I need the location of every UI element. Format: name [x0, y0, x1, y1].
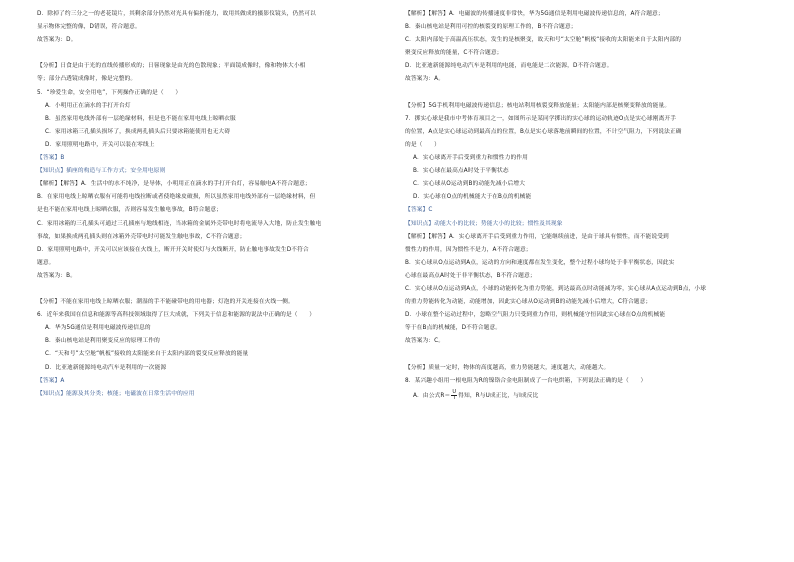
option-b: B．虽然家用电线外部有一层绝缘材料，但是也不能在家用电线上晾晒衣服	[45, 115, 236, 122]
explanation-line: 事故，如果换成两孔插头则在冰箱外壳带电时可能发生触电事故，C不符合题意；	[37, 233, 246, 240]
explanation-line: C．家用冰箱的三孔插头可通过三孔插座与地线相连，当冰箱的金属外壳带电时将电流导入大地，防止发生触电	[37, 220, 322, 227]
analysis-line: 【分析】日食是由于光的直线传播形成的；日晷现象是由光的色散现象；平面镜成像时，像和物体大小相	[37, 63, 306, 70]
answer-tag: 【答案】C	[405, 207, 433, 214]
fraction-denominator: I	[453, 394, 456, 401]
option-a-prefix: A．由公式R＝	[413, 392, 451, 399]
explanation-line: 【解析】【解答】A．实心球离开手后受到重力作用，它能继续前进，是由于球具有惯性，而不能说受到	[405, 233, 669, 240]
question-7: 的是（ ）	[405, 141, 441, 148]
knowledge-tag: 【知识点】插座的构造与工作方式；安全用电原则	[37, 168, 166, 175]
explanation-line: 的重力势能转化为动能，动能增加，因此实心球从O运动到B的动能先减小后增大，C符合题意；	[405, 299, 652, 306]
analysis-line: 【分析】5G手机利用电磁波传递信息；核电站利用核裂变释放能量；太阳能内部是核聚变释放的能量。	[405, 102, 671, 109]
left-column	[37, 8, 382, 401]
option-b: B．实心球在最高点A时处于平衡状态	[413, 168, 509, 175]
analysis-line: 等；部分凸透镜成像时，像是完整的。	[37, 76, 137, 83]
question-7: 的位置，A点是实心球运动到最高点的位置，B点是实心球落地前瞬间的位置，不计空气阻力，下列说法正确	[405, 128, 682, 135]
explanation-line: 【解析】【解答】A．生活中的水不纯净，是导体，小明用正在滴水的手打开台灯，容易触电A不符合题意；	[37, 181, 311, 188]
explanation-line: 题意。	[37, 259, 55, 266]
explanation-line: 【解析】【解答】A．电磁波的传播速度非常快，华为5G通信是利用电磁波传递信息的，A符合题意；	[405, 11, 664, 17]
option-a	[405, 388, 750, 404]
answer-line: 故答案为：B。	[37, 272, 77, 279]
question-7: 7．掷实心球是我市中考体育项目之一，如图所示是某同学掷出的实心球的运动轨迹O点是实心球刚离开手	[405, 115, 677, 122]
explanation-line: C．实心球从O点运动到A点，小球的动能转化为重力势能，到达最高点时动能减为零，实心球从A点运动到B点，小球	[405, 285, 707, 292]
answer-line: 故答案为：D。	[37, 37, 77, 44]
explanation-line: B．在家用电线上晾晒衣服有可能将电线拉断或者使绝缘皮破损，所以虽然家用电线外部有一层绝缘材料，但	[37, 194, 316, 201]
question-5: 5．“珍爱生命，安全用电”，下列操作正确的是（ ）	[37, 89, 182, 96]
right-column	[405, 8, 750, 404]
option-d: D．比亚迪新能源纯电动汽车是利用的一次能源	[45, 364, 167, 371]
explanation-line: D．小球在整个运动过程中，忽略空气阻力只受到重力作用，则机械能守恒因此实心球在O点的机械能	[405, 312, 666, 319]
knowledge-tag: 【知识点】动能大小的比较；势能大小的比较；惯性及其现象	[405, 220, 563, 227]
text-line: 显示物体完整的像，D错误，符合题意。	[37, 24, 141, 31]
option-b: B．秦山核电站是利用聚变反应的原理工作的	[45, 338, 160, 345]
formula-fraction	[451, 390, 457, 401]
explanation-line: 心球在最高点A时处于非平衡状态，B不符合题意；	[405, 272, 536, 279]
text-line: D．除掉了约三分之一的老花镜片，其剩余部分仍然对光具有偏折能力，故用其做成的摄影仪镜头，仍然可以	[37, 11, 316, 17]
answer-tag: 【答案】A	[37, 377, 65, 384]
option-d: D．实心球在O点的机械能大于在B点的机械能	[413, 194, 532, 201]
option-a: A．华为5G通信是利用电磁波传递信息的	[45, 325, 151, 332]
explanation-line: 惯性力的作用，因为惯性不是力，A不符合题意；	[405, 246, 532, 253]
option-a: A．小明用正在滴水的手打开台灯	[45, 102, 131, 109]
answer-line: 故答案为：A。	[405, 76, 445, 83]
fraction-numerator: U	[452, 388, 457, 395]
explanation-line: D．家用照明电路中，开关可以应该接在火线上，断开开关时使灯与火线断开，防止触电事故发生D不符合	[37, 246, 309, 253]
option-c: C．实心球从O运动到B的动能先减小后增大	[413, 181, 526, 188]
analysis-line: 【分析】质量一定时，物体的高度越高，重力势能越大，速度越大，动能越大。	[405, 364, 610, 371]
explanation-line: 聚变反应释放的能量，C不符合题意；	[405, 50, 503, 57]
explanation-line: D．比亚迪新能源纯电动汽车是利用的电能，而电能是二次能源，D不符合题意。	[405, 63, 613, 70]
option-a-suffix: 得知，R与U成正比，与I成反比	[458, 392, 539, 399]
option-d: D．家用照明电路中，开关可以装在零线上	[45, 141, 155, 148]
explanation-line: B．实心球从O点运动到A点，运动的方向和速度都在发生变化，整个过程小球均处于非平衡状态，因此实	[405, 259, 675, 266]
analysis-line: 【分析】不能在家用电线上晾晒衣服；潮湿的手不能碰带电的用电器；灯泡的开关连接在火线一侧。	[37, 299, 294, 306]
option-c: C．“天和号”太空舱“帆板”接收的太阳能来自于太阳内部的裂变反应释放的能量	[45, 351, 249, 358]
knowledge-tag: 【知识点】能源及其分类；核能；电磁波在日常生活中的应用	[37, 390, 195, 397]
answer-line: 故答案为：C。	[405, 338, 445, 345]
answer-tag: 【答案】B	[37, 155, 65, 162]
explanation-line: 等于在B点的机械能，D不符合题意。	[405, 325, 502, 332]
option-c: C．家用冰箱三孔插头损坏了，换成两孔插头后只要冰箱能使用也无大碍	[45, 128, 231, 135]
explanation-line: C．太阳内部处于高温高压状态，发生的是核聚变，故天和号“太空舱”帆板“接收的太阳能来自于太阳内部的	[405, 37, 682, 44]
explanation-line: B．秦山核电站是利用可控的核裂变的原理工作的，B不符合题意；	[405, 24, 577, 31]
question-6: 6．近年来我国在信息和能源等高科技领域取得了巨大成就，下列关于信息和能源的说法中正确的是（ ）	[37, 312, 316, 319]
option-a: A．实心球离开手后受到重力和惯性力的作用	[413, 155, 528, 162]
explanation-line: 是也不能在家用电线上晾晒衣服，否则容易发生触电事故，B符合题意；	[37, 207, 223, 214]
question-8: 8．某兴趣小组用一根电阻为R的镍铬合金电阻制成了一台电烘箱，下列说法正确的是（ ）	[405, 377, 647, 384]
